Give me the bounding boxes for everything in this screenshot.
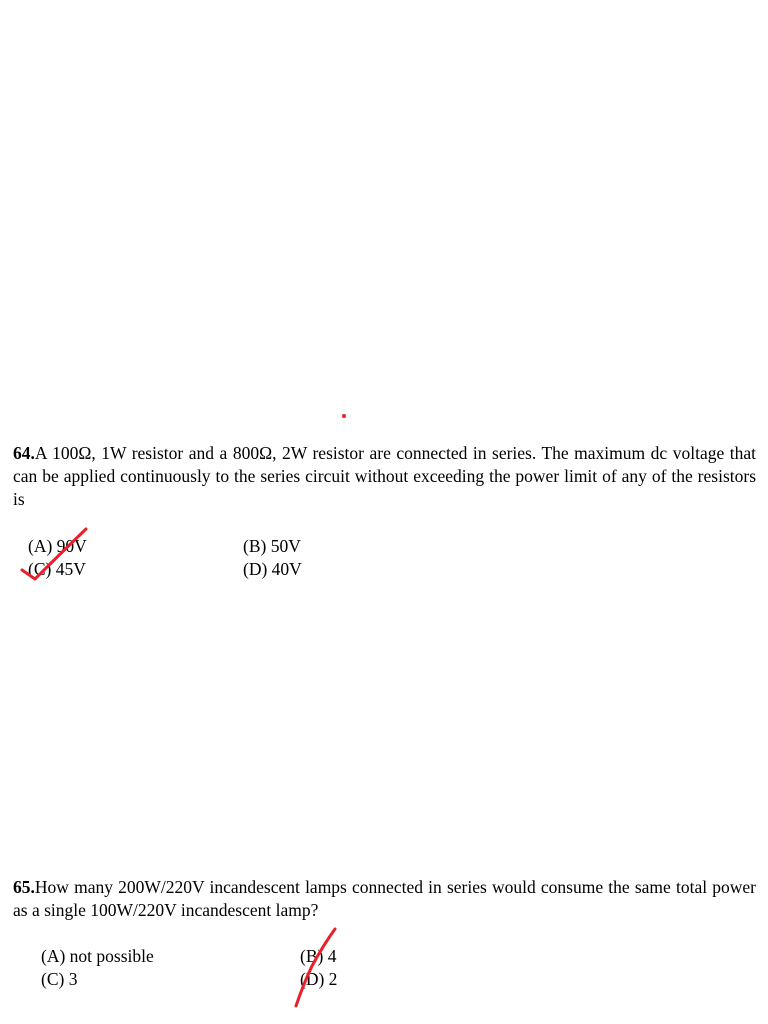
option-b: (B) 50V [243,536,301,556]
question-body: How many 200W/220V incandescent lamps connected in series would consume the same total power as a single 100W/220V incandescent lamp? [13,877,756,920]
stray-dot [342,414,346,418]
option-b: (B) 4 [300,946,337,966]
question-65-text [13,876,756,922]
option-d: (D) 40V [243,559,302,579]
option-a: (A) not possible [41,946,154,966]
question-number: 65. [13,877,35,897]
question-body: A 100Ω, 1W resistor and a 800Ω, 2W resistor are connected in series. The maximum dc voltage that can be applied continuously to the series circuit without exceeding the power limit of any of the resistors is [13,443,756,509]
option-c: (C) 3 [41,969,78,989]
question-number: 64. [13,443,35,463]
option-a: (A) 90V [28,536,87,556]
question-64-text [13,442,756,511]
option-d: (D) 2 [300,969,338,989]
option-c: (C) 45V [28,559,86,579]
